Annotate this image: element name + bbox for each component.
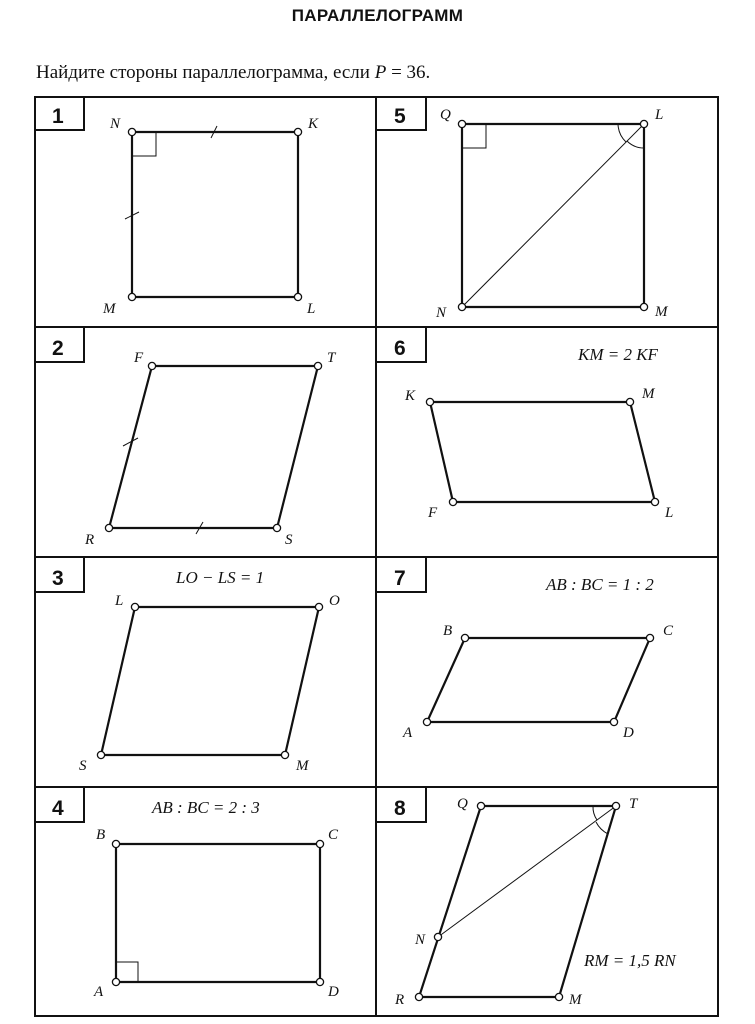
vertex-label: F (134, 350, 144, 366)
figure-3-parallelogram (79, 568, 340, 774)
number-tab-8 (376, 787, 426, 822)
vertex-label: S (79, 758, 87, 774)
task-value: = 36. (386, 62, 431, 83)
vertex-label: C (328, 827, 339, 843)
figure-2-rhombus (84, 350, 337, 548)
diagonal (462, 124, 644, 307)
number-tab-5 (376, 97, 426, 130)
figure-6-parallelogram (404, 345, 673, 521)
number-tab-6 (376, 327, 426, 362)
problem-number: 3 (52, 567, 64, 590)
figure-4-rectangle (93, 798, 339, 1000)
condition-text: AB : BC = 2 : 3 (152, 798, 260, 817)
condition-text: RM = 1,5 RN (584, 951, 676, 970)
angle-arc (618, 124, 626, 142)
vertex-label: M (296, 758, 309, 774)
vertex-label: B (443, 623, 453, 639)
vertex-label: B (96, 827, 106, 843)
number-tab-7 (376, 557, 426, 592)
problem-number: 7 (394, 567, 406, 590)
task-text: Найдите стороны параллелограмма, если (36, 62, 375, 83)
vertex-label: R (395, 992, 405, 1008)
vertex-label: M (103, 301, 116, 317)
vertex-label: F (428, 505, 438, 521)
vertex-label: R (85, 532, 95, 548)
vertex-label: Q (440, 107, 451, 123)
vertex-label: M (569, 992, 582, 1008)
vertex-label: C (663, 623, 674, 639)
vertex-label: T (327, 350, 336, 366)
vertex-label: N (436, 305, 447, 321)
vertex-label: O (329, 593, 340, 609)
vertex-label: L (655, 107, 664, 123)
condition-text: AB : BC = 1 : 2 (546, 575, 654, 594)
vertex-label: Q (457, 796, 468, 812)
vertex-label: L (307, 301, 316, 317)
number-tab-3 (35, 557, 84, 592)
vertex-label: N (110, 116, 121, 132)
problem-number: 4 (52, 797, 64, 820)
vertex-label: M (642, 386, 655, 402)
angle-arc (596, 822, 608, 834)
problem-number: 8 (394, 797, 406, 820)
problem-number: 6 (394, 337, 406, 360)
number-tab-4 (35, 787, 84, 822)
figure-5-rectangle-diagonal (435, 107, 669, 321)
page-title: ПАРАЛЛЕЛОГРАММ (291, 6, 464, 25)
vertex-label: K (308, 116, 319, 132)
figure-7-parallelogram (402, 575, 674, 741)
vertex-label: S (285, 532, 293, 548)
figure-1-square (102, 116, 319, 317)
number-tab-1 (35, 97, 84, 130)
vertex-label: N (415, 932, 426, 948)
vertex-label: M (655, 304, 668, 320)
problem-number: 2 (52, 337, 64, 360)
task-variable: P (374, 62, 387, 83)
angle-arc (627, 141, 644, 148)
angle-arc (593, 806, 597, 820)
condition-text: KM = 2 KF (578, 345, 658, 364)
vertex-label: T (629, 796, 638, 812)
vertex-label: L (665, 505, 674, 521)
problem-number: 5 (394, 105, 406, 128)
condition-text: LO − LS = 1 (176, 568, 265, 587)
problem-number: 1 (52, 105, 64, 128)
figure-8-parallelogram-bisector (394, 796, 677, 1008)
vertex-label: D (328, 984, 339, 1000)
vertex-label: A (94, 984, 104, 1000)
number-tab-2 (35, 327, 84, 362)
vertex-label: L (115, 593, 124, 609)
vertex-label: K (405, 388, 416, 404)
vertex-label: D (623, 725, 634, 741)
grid-frame (35, 97, 718, 1016)
segment-tn (438, 806, 616, 937)
vertex-label: A (403, 725, 413, 741)
